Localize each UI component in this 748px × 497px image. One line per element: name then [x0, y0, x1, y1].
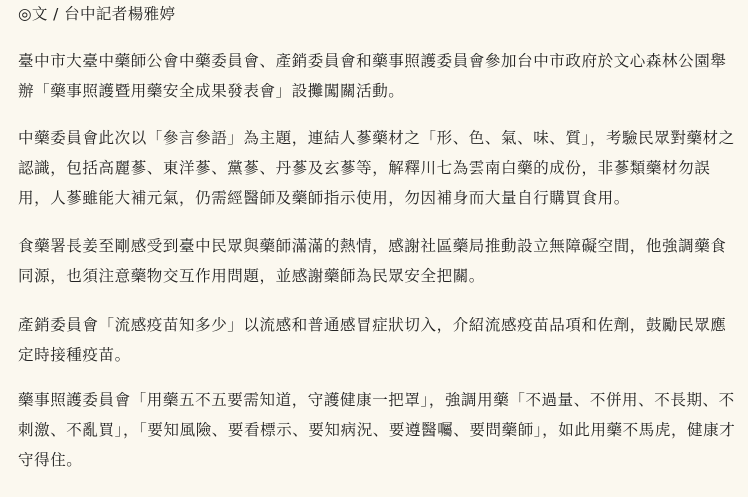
article-paragraph-5: 藥事照護委員會「用藥五不五要需知道，守護健康一把罩」，強調用藥「不過量、不併用、不長期、不刺激、不亂買」，「要知風險、要看標示、要知病況、要遵醫囑、要問藥師」，如此用藥不馬虎，健康才守得住。: [18, 391, 736, 469]
article-paragraph-2: 中藥委員會此次以「參言參語」為主題，連結人蔘藥材之「形、色、氣、味、質」，考驗民眾對藥材之認識，包括高麗蔘、東洋蔘、黨蔘、丹蔘及玄蔘等，解釋川七為雲南白藥的成份，非蔘類藥材勿誤用，人蔘雖能大補元氣，仍需經醫師及藥師指示使用，勿因補身而大量自行購買食用。: [18, 129, 735, 207]
article-paragraph-4: 產銷委員會「流感疫苗知多少」以流感和普通感冒症狀切入，介紹流感疫苗品項和佐劑，鼓勵民眾應定時接種疫苗。: [18, 316, 727, 364]
byline: ◎文 / 台中記者楊雅婷: [18, 5, 176, 23]
article-paragraph-3: 食藥署長姜至剛感受到臺中民眾與藥師滿滿的熱情，感謝社區藥局推動設立無障礙空間，他強調藥食同源，也須注意藥物交互作用問題，並感謝藥師為民眾安全把關。: [18, 237, 727, 285]
article-paragraph-1: 臺中市大臺中藥師公會中藥委員會、產銷委員會和藥事照護委員會參加台中市政府於文心森林公園舉辦「藥事照護暨用藥安全成果發表會」設攤闖關活動。: [18, 52, 727, 100]
